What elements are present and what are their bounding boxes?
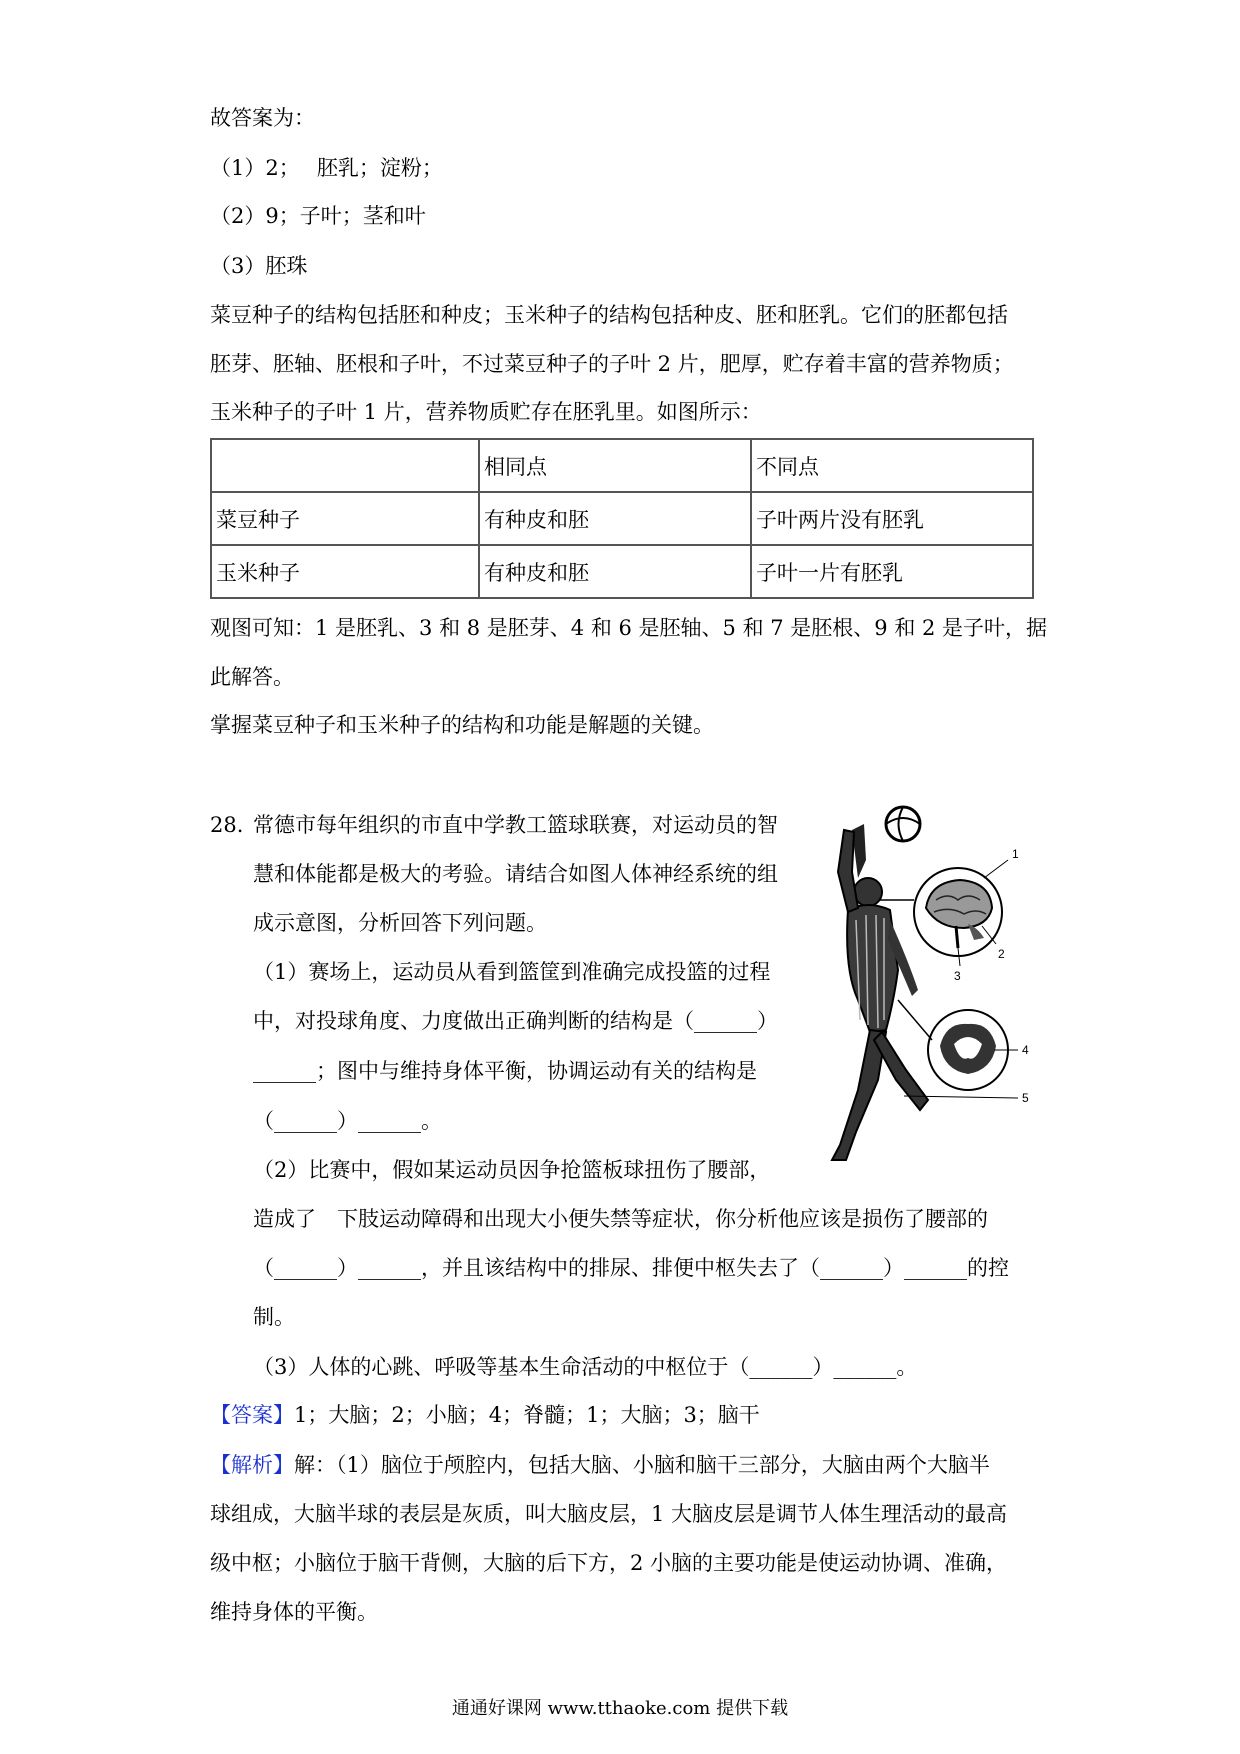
question-part: 造成了 下肢运动障碍和出现大小便失禁等症状，你分析他应该是损伤了腰部的 bbox=[253, 1207, 988, 1231]
table-cell: 菜豆种子 bbox=[211, 492, 479, 545]
question-stem: 成示意图，分析回答下列问题。 bbox=[253, 911, 547, 935]
table-cell: 子叶两片没有胚乳 bbox=[751, 492, 1033, 545]
answer-text: 1；大脑；2；小脑；4；脊髓；1；大脑；3；脑干 bbox=[294, 1403, 760, 1427]
comparison-table bbox=[210, 438, 1034, 599]
table-header-cell: 不同点 bbox=[751, 439, 1033, 492]
analysis-line: 级中枢；小脑位于脑干背侧，大脑的后下方，2 小脑的主要功能是使运动协调、准确， bbox=[210, 1551, 1008, 1575]
analysis-line: 球组成，大脑半球的表层是灰质，叫大脑皮层，1 大脑皮层是调节人体生理活动的最高 bbox=[210, 1502, 1008, 1526]
answer-intro: 故答案为： bbox=[210, 106, 315, 130]
figure-label-1: 1 bbox=[1012, 847, 1019, 861]
table-row bbox=[211, 492, 1033, 545]
answer-line-2: （2）9；子叶；茎和叶 bbox=[210, 204, 426, 228]
analysis-line: 维持身体的平衡。 bbox=[210, 1600, 378, 1624]
answer-tag: 【答案】 bbox=[210, 1403, 294, 1427]
figure-explanation: 观图可知：1 是胚乳、3 和 8 是胚芽、4 和 6 是胚轴、5 和 7 是胚根、9 和 2 是子叶，据 bbox=[210, 616, 1048, 640]
basketball-icon bbox=[886, 807, 920, 841]
question-stem: 慧和体能都是极大的考验。请结合如图人体神经系统的组 bbox=[253, 862, 778, 886]
answer-line-1: （1）2； 胚乳；淀粉； bbox=[210, 156, 443, 180]
figure-label-2: 2 bbox=[998, 947, 1005, 961]
explanation-line: 玉米种子的子叶 1 片，营养物质贮存在胚乳里。如图所示： bbox=[210, 400, 762, 424]
question-part: （______）______，并且该结构中的排尿、排便中枢失去了（______）______的控 bbox=[253, 1256, 1009, 1280]
table-cell: 有种皮和胚 bbox=[479, 545, 751, 598]
question-part: （3）人体的心跳、呼吸等基本生命活动的中枢位于（______）______。 bbox=[253, 1355, 918, 1379]
question-number: 28. bbox=[210, 813, 244, 837]
explanation-line: 胚芽、胚轴、胚根和子叶，不过菜豆种子的子叶 2 片，肥厚，贮存着丰富的营养物质； bbox=[210, 352, 1014, 376]
figure-explanation: 此解答。 bbox=[210, 665, 294, 689]
table-row bbox=[211, 545, 1033, 598]
question-part: 中，对投球角度、力度做出正确判断的结构是（______） bbox=[253, 1009, 778, 1033]
question-stem: 常德市每年组织的市直中学教工篮球联赛，对运动员的智 bbox=[253, 813, 778, 837]
table-cell: 有种皮和胚 bbox=[479, 492, 751, 545]
spinal-cord-callout bbox=[898, 1000, 1008, 1090]
human-body-figure bbox=[832, 824, 928, 1160]
table-cell: 玉米种子 bbox=[211, 545, 479, 598]
nervous-system-figure bbox=[808, 800, 1048, 1170]
question-part: ______；图中与维持身体平衡，协调运动有关的结构是 bbox=[253, 1059, 757, 1083]
figure-label-3: 3 bbox=[954, 969, 961, 983]
table-cell: 子叶一片有胚乳 bbox=[751, 545, 1033, 598]
analysis-text: 解：（1）脑位于颅腔内，包括大脑、小脑和脑干三部分，大脑由两个大脑半 bbox=[294, 1453, 990, 1477]
key-point: 掌握菜豆种子和玉米种子的结构和功能是解题的关键。 bbox=[210, 713, 714, 737]
figure-label-5: 5 bbox=[1022, 1091, 1029, 1105]
question-part: 制。 bbox=[253, 1305, 295, 1329]
figure-label-4: 4 bbox=[1022, 1043, 1029, 1057]
question-part: （2）比赛中，假如某运动员因争抢篮板球扭伤了腰部， bbox=[253, 1158, 771, 1182]
analysis-tag: 【解析】 bbox=[210, 1453, 294, 1477]
table-header-cell: 相同点 bbox=[479, 439, 751, 492]
answer-row bbox=[210, 1400, 760, 1430]
analysis-row bbox=[210, 1450, 990, 1480]
table-header-cell bbox=[211, 439, 479, 492]
question-part: （1）赛场上，运动员从看到篮筐到准确完成投篮的过程 bbox=[253, 960, 771, 984]
page-footer: 通通好课网 www.tthaoke.com 提供下载 bbox=[451, 1698, 789, 1719]
answer-line-3: （3）胚珠 bbox=[210, 254, 308, 278]
table-header-row bbox=[211, 439, 1033, 492]
question-part: （______）______。 bbox=[253, 1109, 442, 1133]
explanation-line: 菜豆种子的结构包括胚和种皮；玉米种子的结构包括种皮、胚和胚乳。它们的胚都包括 bbox=[210, 303, 1008, 327]
